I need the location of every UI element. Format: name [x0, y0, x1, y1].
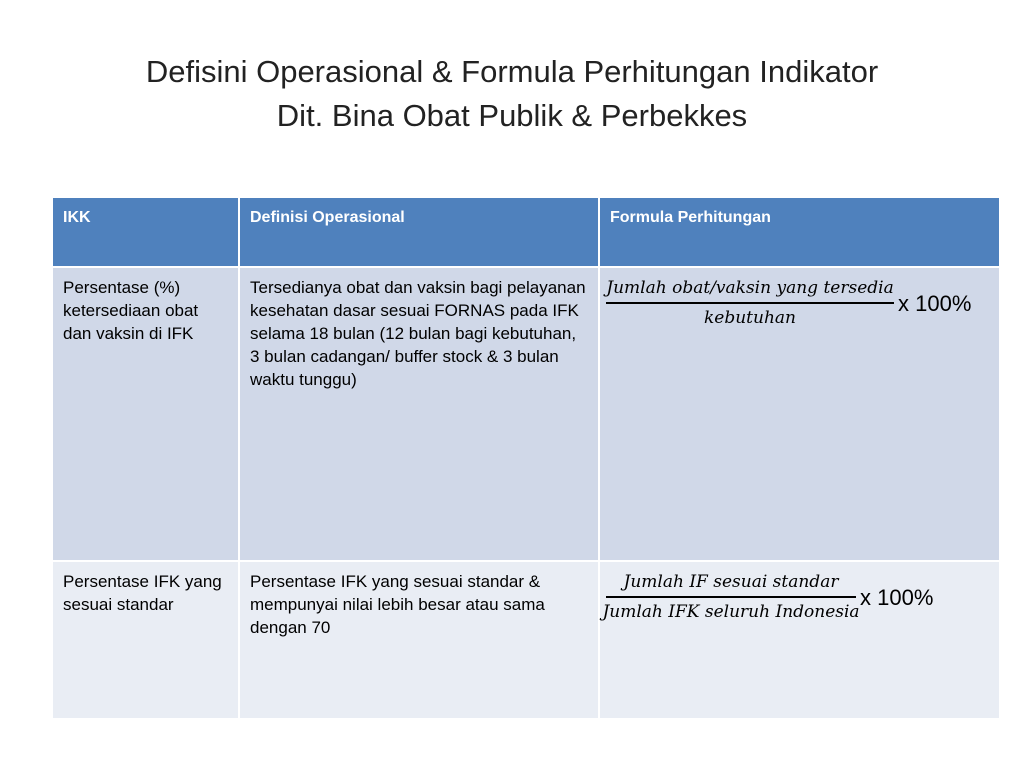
indicator-table — [51, 196, 1001, 720]
fraction — [606, 276, 894, 330]
formula-multiplier: x 100% — [860, 584, 934, 610]
formula-denominator: Jumlah IFK seluruh Indonesia — [602, 602, 860, 622]
formula-multiplier: x 100% — [898, 290, 972, 316]
fraction-bar — [606, 302, 894, 304]
cell-definisi: Persentase IFK yang sesuai standar & mempunyai nilai lebih besar atau sama dengan 70 — [239, 561, 599, 719]
cell-formula — [599, 561, 1000, 719]
slide-title — [0, 50, 1024, 138]
fraction — [602, 570, 860, 624]
formula-denominator: kebutuhan — [703, 308, 796, 328]
slide-title-line-2: Dit. Bina Obat Publik & Perbekkes — [276, 98, 748, 133]
cell-ikk: Persentase IFK yang sesuai standar — [52, 561, 239, 719]
table-row — [52, 267, 1000, 561]
table-row — [52, 561, 1000, 719]
fraction-bar — [606, 596, 856, 598]
formula-numerator: Jumlah IF sesuai standar — [623, 572, 839, 592]
cell-definisi: Tersedianya obat dan vaksin bagi pelayanan kesehatan dasar sesuai FORNAS pada IFK selama 18 bulan (12 bulan bagi kebutuhan, 3 bulan cadangan/ buffer stock & 3 bulan waktu tunggu) — [239, 267, 599, 561]
header-formula: Formula Perhitungan — [599, 197, 1000, 267]
formula-numerator: Jumlah obat/vaksin yang tersedia — [606, 278, 894, 298]
table-header-row — [52, 197, 1000, 267]
formula-expression — [602, 570, 993, 624]
cell-formula — [599, 267, 1000, 561]
header-ikk: IKK — [52, 197, 239, 267]
formula-expression — [606, 276, 993, 330]
header-definisi: Definisi Operasional — [239, 197, 599, 267]
cell-ikk: Persentase (%) ketersediaan obat dan vaksin di IFK — [52, 267, 239, 561]
slide-title-line-1: Defisini Operasional & Formula Perhitungan Indikator — [145, 54, 879, 89]
